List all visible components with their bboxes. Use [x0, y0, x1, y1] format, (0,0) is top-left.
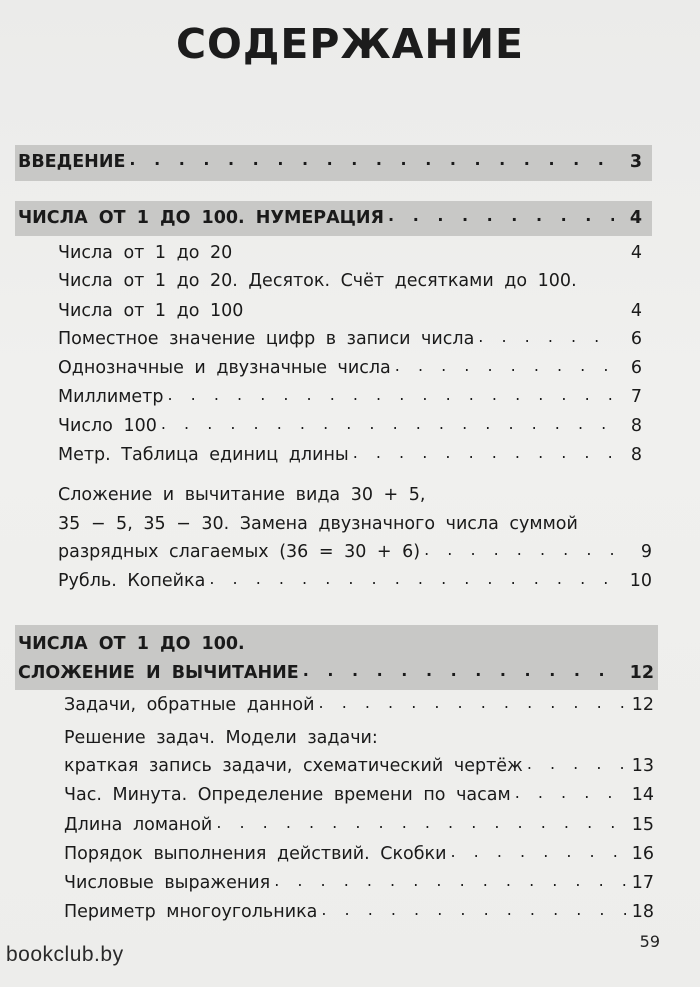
section-heading-numbering[interactable]: [18, 205, 642, 231]
toc-entry-text: разрядных слагаемых (36 = 30 + 6): [58, 542, 421, 562]
page-ref: 7: [630, 387, 642, 407]
page-ref: 4: [630, 243, 642, 263]
toc-entry[interactable]: [64, 692, 654, 718]
toc-entry-text: Сложение и вычитание вида 30 + 5,: [58, 485, 426, 505]
page-number: 59: [639, 932, 660, 951]
toc-entry[interactable]: [58, 240, 642, 266]
toc-entry[interactable]: [64, 725, 378, 751]
dot-leader: [209, 566, 623, 592]
page-ref: 14: [631, 785, 654, 805]
page-ref: 8: [630, 416, 642, 436]
page-title: СОДЕРЖАНИЕ: [175, 20, 525, 68]
dot-leader: [321, 897, 625, 923]
watermark: bookclub.by: [6, 943, 124, 966]
dot-leader: [319, 690, 626, 716]
dot-leader: [161, 411, 614, 437]
page-ref: 4: [630, 301, 642, 321]
page-ref: 17: [631, 873, 654, 893]
toc-entry[interactable]: [64, 870, 654, 896]
toc-entry[interactable]: [64, 753, 654, 779]
page-ref: 9: [640, 542, 652, 562]
toc-entry-text: Числа от 1 до 20: [58, 243, 233, 263]
toc-entry-text: Числа от 1 до 20. Десяток. Счёт десятками до 100.: [58, 271, 577, 291]
section-heading-addition[interactable]: [18, 660, 654, 686]
toc-entry[interactable]: [58, 568, 652, 594]
toc-entry-text: Числа от 1 до 100: [58, 301, 244, 321]
toc-entry[interactable]: [58, 539, 652, 565]
page-ref: 15: [631, 815, 654, 835]
page-ref: 10: [629, 571, 652, 591]
dot-leader: [527, 751, 626, 777]
page-ref: 12: [631, 695, 654, 715]
toc-entry[interactable]: [64, 812, 654, 838]
toc-entry-text: Решение задач. Модели задачи:: [64, 728, 378, 748]
dot-leader: [451, 839, 626, 865]
page-ref: 16: [631, 844, 654, 864]
dot-leader: [388, 203, 614, 229]
toc-entry[interactable]: [64, 782, 654, 808]
page-ref: 12: [629, 663, 654, 683]
toc-entry[interactable]: [58, 442, 642, 468]
dot-leader: [395, 353, 614, 379]
toc-entry-text: Числовые выражения: [64, 873, 271, 893]
page-ref: 4: [629, 208, 642, 228]
toc-entry[interactable]: [58, 355, 642, 381]
toc-entry-text: Периметр многоугольника: [64, 902, 318, 922]
toc-entry-text: Длина ломаной: [64, 815, 213, 835]
toc-entry-text: Задачи, обратные данной: [64, 695, 315, 715]
toc-entry-text: Миллиметр: [58, 387, 164, 407]
section-heading-text: ВВЕДЕНИЕ: [18, 152, 126, 172]
dot-leader: [515, 780, 626, 806]
dot-leader: [274, 868, 626, 894]
dot-leader: [216, 810, 625, 836]
toc-entry-text: Однозначные и двузначные числа: [58, 358, 391, 378]
page-ref: 8: [630, 445, 642, 465]
toc-entry[interactable]: [58, 482, 425, 508]
dot-leader: [129, 147, 614, 173]
toc-entry[interactable]: [64, 841, 654, 867]
dot-leader: [168, 382, 615, 408]
page-ref: 18: [631, 902, 654, 922]
page-ref: 6: [630, 358, 642, 378]
toc-entry-text: краткая запись задачи, схематический чертёж: [64, 756, 523, 776]
toc-entry[interactable]: [64, 899, 654, 925]
toc-entry-text: Поместное значение цифр в записи числа: [58, 329, 475, 349]
section-heading-text: ЧИСЛА ОТ 1 ДО 100.: [18, 634, 245, 654]
section-heading-introduction[interactable]: [18, 149, 642, 175]
toc-entry[interactable]: [58, 413, 642, 439]
dot-leader: [478, 324, 614, 350]
toc-entry[interactable]: [58, 384, 642, 410]
section-heading-line: [18, 631, 245, 657]
dot-leader: [353, 440, 614, 466]
toc-entry-text: Метр. Таблица единиц длины: [58, 445, 349, 465]
toc-entry-text: Час. Минута. Определение времени по часам: [64, 785, 511, 805]
page-ref: 13: [631, 756, 654, 776]
page-ref: 3: [629, 152, 642, 172]
dot-leader: [424, 537, 624, 563]
toc-entry[interactable]: [58, 268, 577, 294]
toc-entry[interactable]: [58, 298, 642, 324]
toc-entry-text: Порядок выполнения действий. Скобки: [64, 844, 447, 864]
section-heading-text: СЛОЖЕНИЕ И ВЫЧИТАНИЕ: [18, 663, 299, 683]
toc-entry-text: Рубль. Копейка: [58, 571, 206, 591]
toc-entry[interactable]: [58, 326, 642, 352]
toc-entry-text: Число 100: [58, 416, 157, 436]
page-ref: 6: [630, 329, 642, 349]
toc-entry[interactable]: [58, 511, 578, 537]
toc-entry-text: 35 − 5, 35 − 30. Замена двузначного числа суммой: [58, 514, 578, 534]
section-heading-text: ЧИСЛА ОТ 1 ДО 100. НУМЕРАЦИЯ: [18, 208, 385, 228]
dot-leader: [303, 658, 624, 684]
